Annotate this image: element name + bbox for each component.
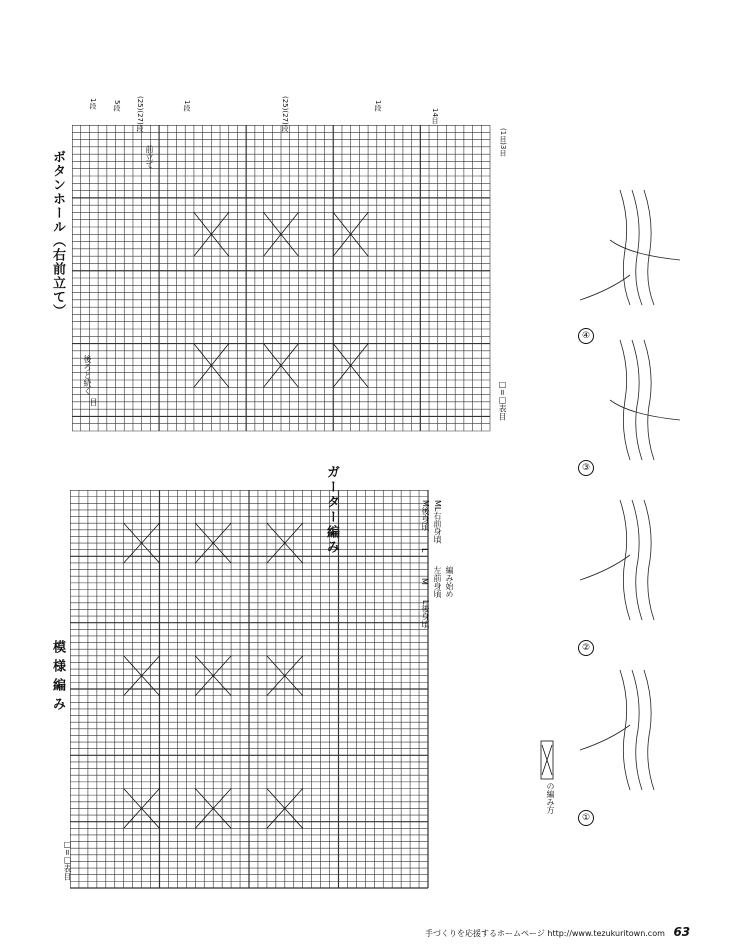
- pattern-title: 模様編み: [50, 640, 65, 716]
- buttonhole-start-label: 目: [89, 398, 98, 406]
- footer-text: 手づくりを応援するホームページ http://www.tezukuritown.com: [425, 929, 665, 938]
- buttonhole-legend: □=□表目: [498, 380, 507, 421]
- pattern-label-l: L: [420, 548, 429, 553]
- pattern-label-ml-right: ML右前身頃: [433, 500, 442, 544]
- buttonhole-top-label-7: 14目: [431, 108, 439, 124]
- pattern-chart: [70, 490, 430, 890]
- buttonhole-back-label: 後ろと続く: [83, 355, 92, 395]
- buttonhole-title: ボタンホール（右前立て）: [50, 150, 65, 318]
- technique-title: の編み方: [546, 782, 555, 814]
- technique-cable-symbol: [540, 740, 554, 780]
- buttonhole-top-label-5: (25)(27)段: [281, 96, 289, 132]
- footer: [425, 925, 690, 939]
- pattern-label-m-back: M後身頃: [421, 500, 430, 531]
- buttonhole-top-label-6: 1段: [374, 100, 382, 112]
- technique-step-3: ③: [578, 460, 594, 476]
- pattern-label-start: 編み始め: [445, 566, 454, 598]
- pattern-label-left-front: 左前身頃: [433, 566, 442, 598]
- page-number: 63: [673, 925, 691, 939]
- buttonhole-top-label-4: 1段: [183, 100, 191, 112]
- technique-step-2: ②: [578, 640, 594, 656]
- buttonhole-top-label-2: 5段: [113, 100, 121, 112]
- buttonhole-pick-label: (1目)3目: [499, 128, 507, 157]
- technique-illustrations: [570, 180, 700, 820]
- buttonhole-top-label-3: (25)(27)段: [136, 96, 144, 132]
- pattern-label-l-back: L後身頃: [421, 600, 430, 629]
- buttonhole-front-label: 前立て: [145, 145, 154, 169]
- pattern-label-m: M: [420, 578, 429, 585]
- technique-step-4: ④: [578, 328, 594, 344]
- pattern-legend: □=□表目: [63, 840, 72, 881]
- buttonhole-chart: [72, 125, 492, 435]
- technique-step-1: ①: [578, 810, 594, 826]
- garter-title: ガーター編み: [324, 465, 339, 555]
- buttonhole-top-label-1: 1段: [89, 98, 97, 110]
